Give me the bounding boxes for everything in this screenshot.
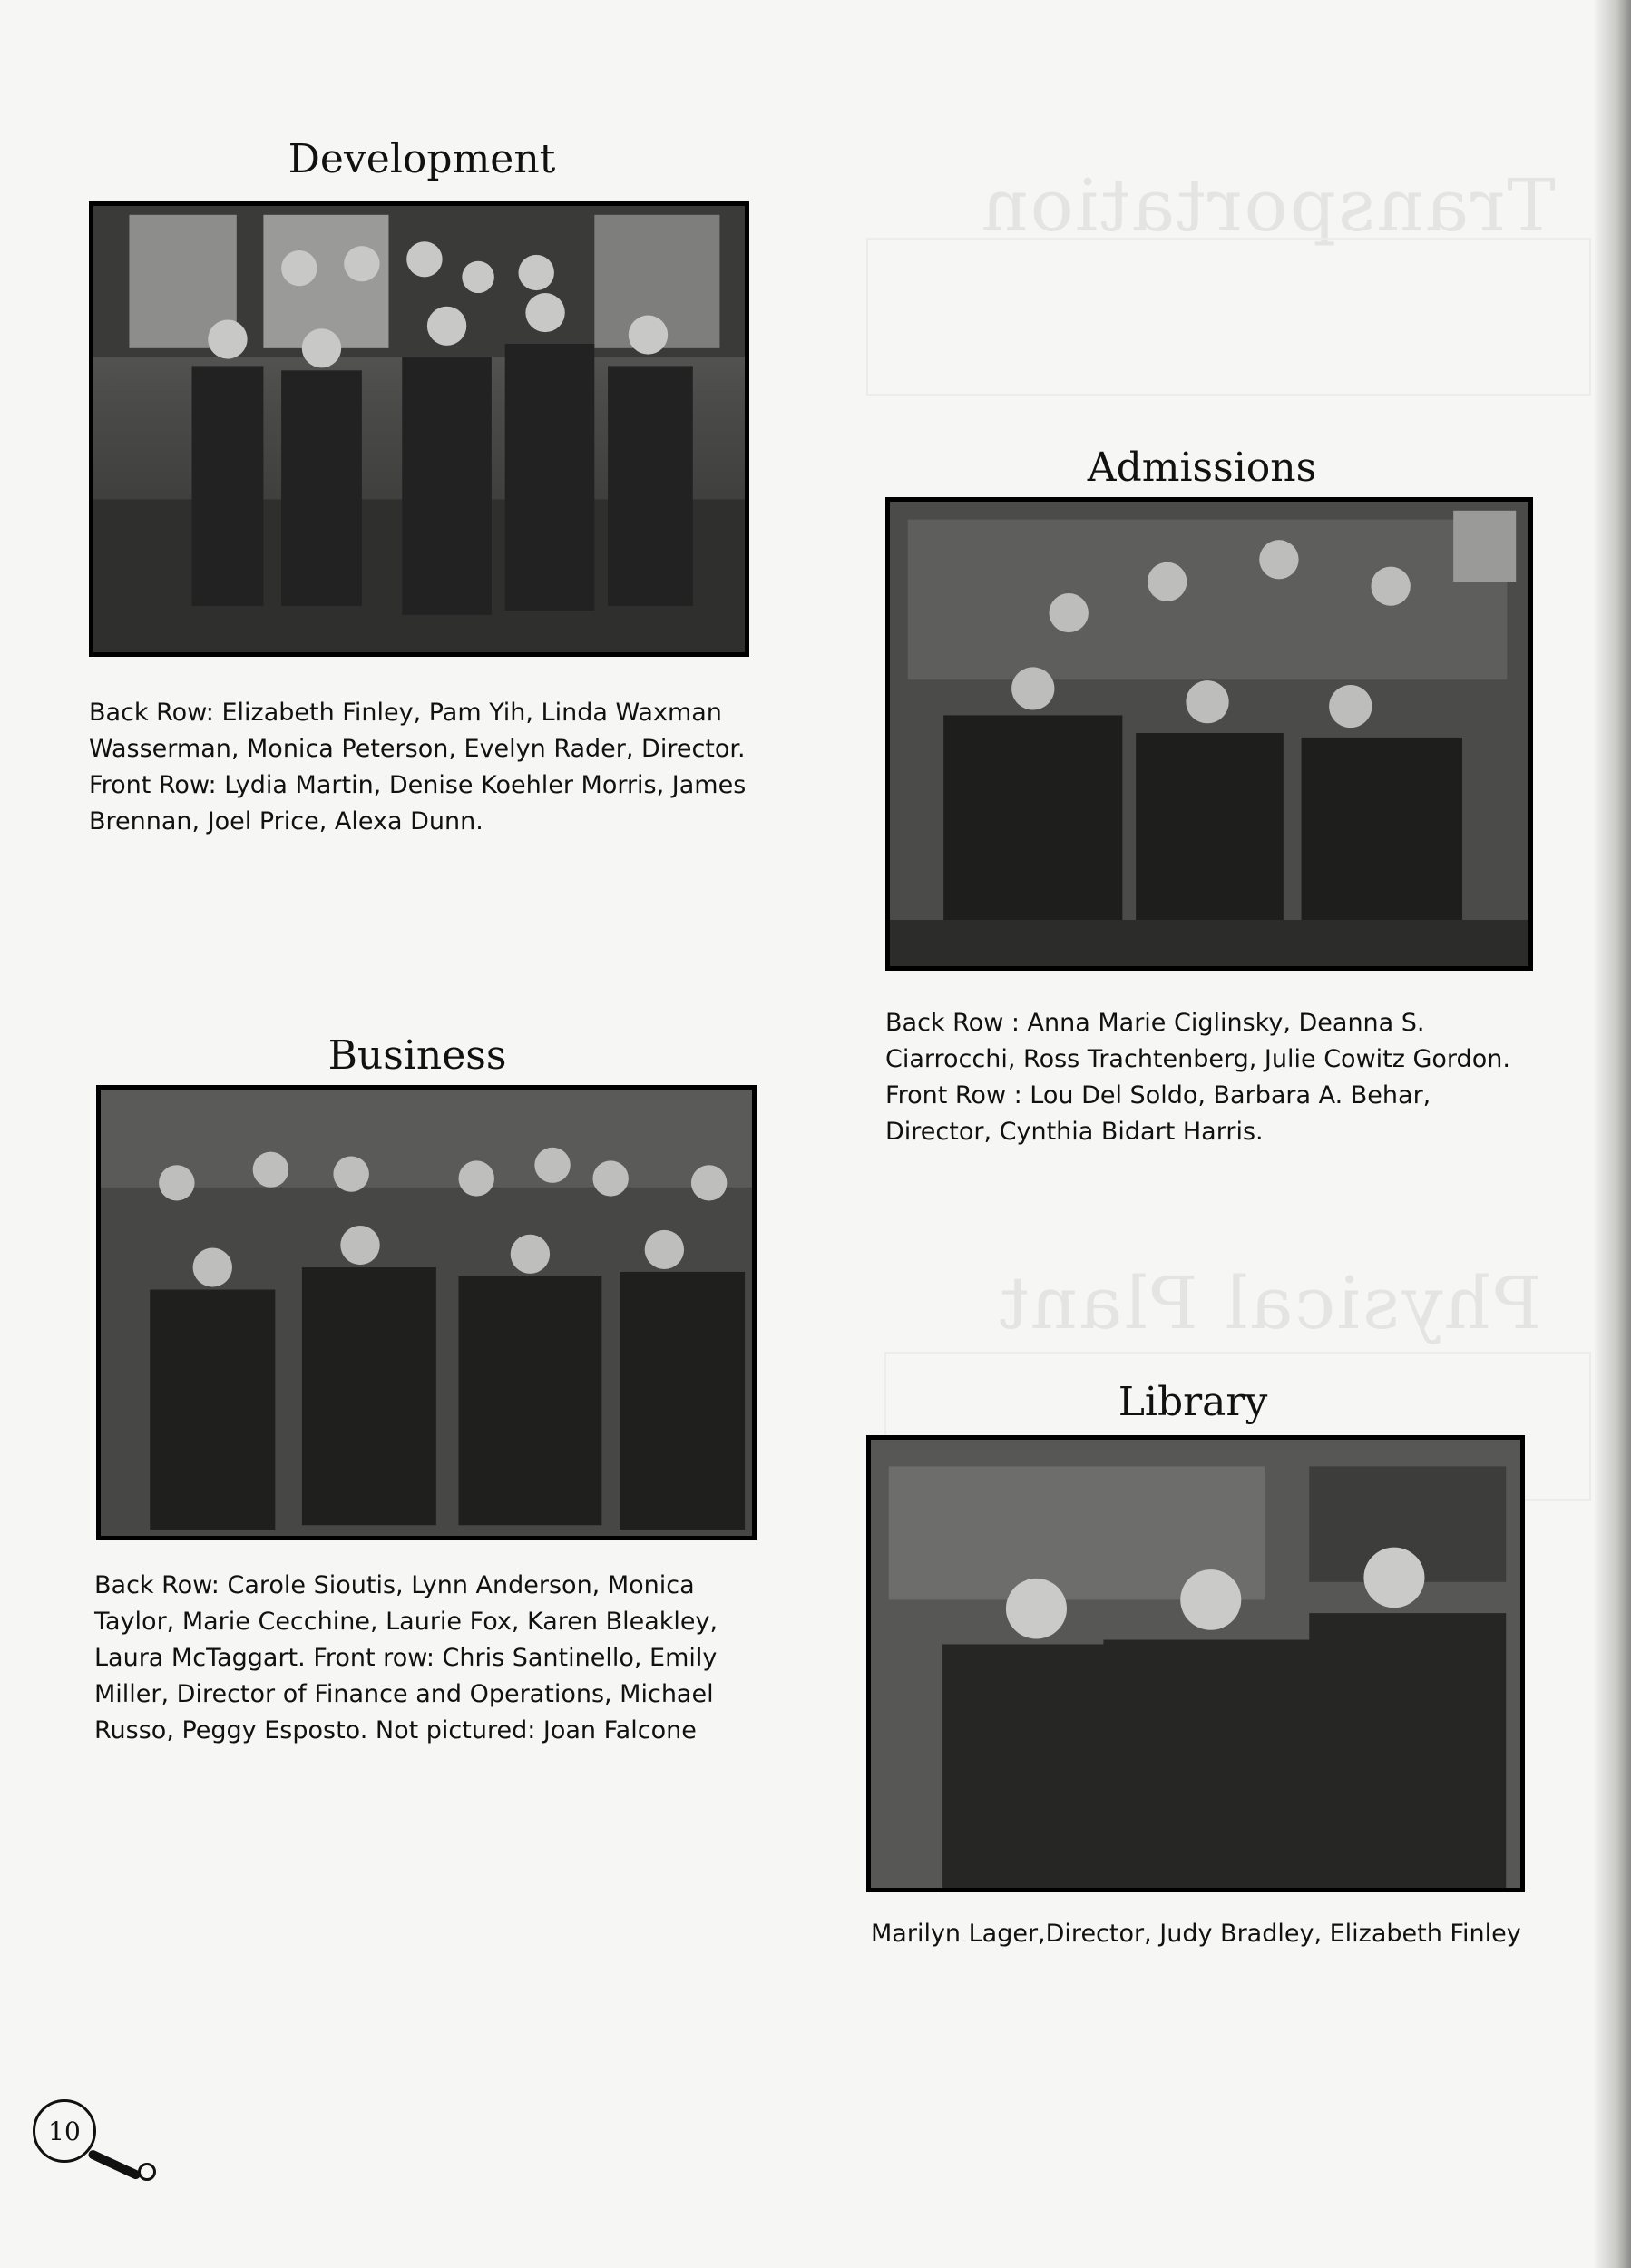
bleed-through-box [866,238,1591,396]
development-group-photo [89,201,749,657]
admissions-caption: Back Row : Anna Marie Ciglinsky, Deanna S. Ciarrocchi, Ross Trachtenberg, Julie Cowitz Gordon. Front Row : Lou Del Soldo, Barbara A. Behar, Director, Cynthia Bidart Harris. [885,1009,1510,1146]
library-group-photo [866,1435,1525,1892]
magnifying-glass-icon [87,2148,142,2180]
library-caption: Marilyn Lager,Director, Judy Bradley, Elizabeth Finley [871,1920,1521,1948]
page-number-marker [33,2099,98,2165]
development-caption: Back Row: Elizabeth Finley, Pam Yih, Linda Waxman Wasserman, Monica Peterson, Evelyn Rader, Director. Front Row: Lydia Martin, Denise Koehler Morris, James Brennan, Joel Price, Alexa Dunn. [89,699,747,836]
admissions-group-photo [885,497,1533,971]
magnifying-glass-handle-knob [138,2163,156,2181]
bleed-through-text: Physical Plant [998,1261,1542,1345]
business-caption: Back Row: Carole Sioutis, Lynn Anderson, Monica Taylor, Marie Cecchine, Laurie Fox, Karen Bleakley, Laura McTaggart. Front row: Chris Santinello, Emily Miller, Director of Finance and Operations, Michael Russo, Peggy Esposto. Not pictured: Joan Falcone [94,1571,718,1745]
business-group-photo [96,1085,757,1540]
section-title-development: Development [288,136,556,182]
section-title-business: Business [327,1032,507,1079]
section-title-admissions: Admissions [1087,445,1317,491]
page-gutter-shadow [1595,0,1631,2268]
section-title-library: Library [1118,1379,1268,1425]
page-number: 10 [33,2099,96,2163]
bleed-through-text: Transportation [980,163,1556,248]
